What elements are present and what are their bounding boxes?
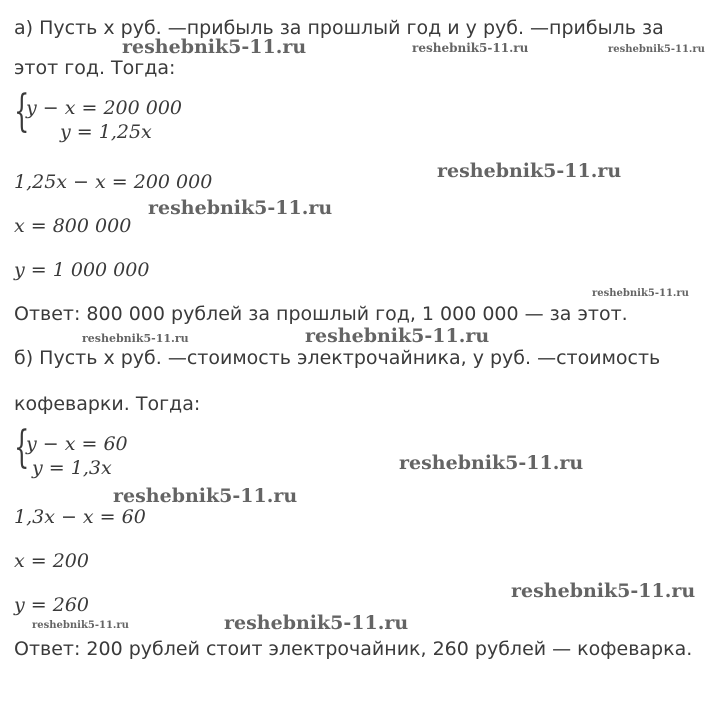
part-b-intro-line-2: кофеварки. Тогда: [14,393,201,415]
watermark: reshebnik5-11.ru [82,332,189,345]
part-a-intro-line-2: этот год. Тогда: [14,57,176,79]
watermark: reshebnik5-11.ru [511,580,696,602]
watermark: reshebnik5-11.ru [412,41,529,55]
part-b-step-1: 1,3x − x = 60 [14,506,146,528]
watermark: reshebnik5-11.ru [305,325,490,347]
part-a-system-eq-2: y = 1,25x [60,121,152,143]
watermark: reshebnik5-11.ru [148,197,333,219]
watermark: reshebnik5-11.ru [399,452,584,474]
part-b-intro-line-1: б) Пусть x руб. —стоимость электрочайника, y руб. —стоимость [14,347,661,369]
watermark: reshebnik5-11.ru [437,160,622,182]
watermark: reshebnik5-11.ru [224,612,409,634]
watermark: reshebnik5-11.ru [608,44,705,55]
watermark: reshebnik5-11.ru [32,620,129,631]
system-brace-icon: { [14,422,30,473]
part-b-answer: Ответ: 200 рублей стоит электрочайник, 260 рублей — кофеварка. [14,638,693,660]
part-b-step-3: y = 260 [14,594,89,616]
watermark: reshebnik5-11.ru [592,288,689,299]
part-a-step-2: x = 800 000 [14,215,132,237]
part-a-step-3: y = 1 000 000 [14,259,150,281]
part-b-system-eq-2: y = 1,3x [32,457,112,479]
watermark: reshebnik5-11.ru [113,485,298,507]
part-b-system-eq-1: y − x = 60 [26,433,128,455]
part-a-system-eq-1: y − x = 200 000 [26,97,183,119]
part-a-answer: Ответ: 800 000 рублей за прошлый год, 1 000 000 — за этот. [14,303,628,325]
part-b-step-2: x = 200 [14,550,89,572]
part-a-intro-line-1: а) Пусть x руб. —прибыль за прошлый год и y руб. —прибыль за [14,17,664,39]
system-brace-icon: { [14,86,30,137]
watermark: reshebnik5-11.ru [122,36,307,58]
part-a-step-1: 1,25x − x = 200 000 [14,171,213,193]
